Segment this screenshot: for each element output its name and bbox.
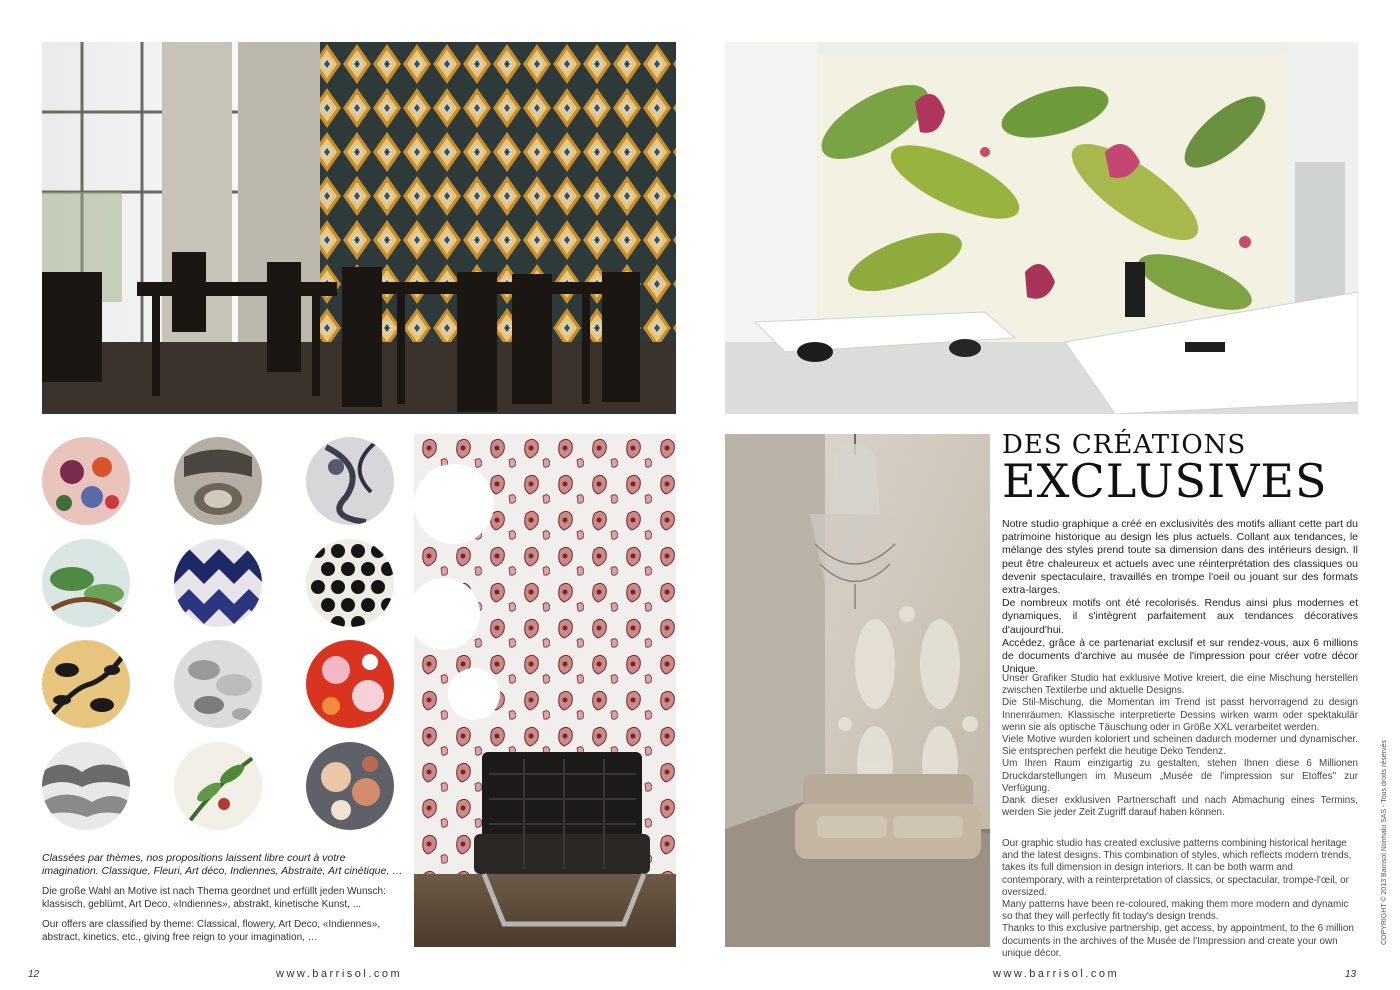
swatch-clouds-engraving	[42, 742, 130, 830]
german-text	[1002, 673, 1358, 819]
swatch-ikat-blue	[174, 539, 262, 627]
de-paragraph-4: Um Ihren Raum einzigartig zu gestalten, stehen Ihnen diese 6 Millionen Druckdarstellungen im Museum „Musée de l'impression sur Etoffes" zur Verfügung.	[1002, 758, 1358, 794]
themes-caption: Classées par thèmes, nos propositions laissent libre court à votre imagination. Classique, Fleuri, Art déco, Indiennes, Abstraite, Art cinétique, …	[42, 852, 403, 877]
chandelier-photo	[725, 434, 990, 947]
swatch-roses-grey	[306, 742, 394, 830]
english-text	[1002, 838, 1358, 960]
office-photo	[725, 42, 1358, 414]
paisley-wall-photo	[414, 434, 676, 947]
swatch-leaves-grey	[174, 640, 262, 728]
restaurant-photo	[42, 42, 676, 414]
title-line1: DES CRÉATIONS	[1002, 430, 1247, 460]
page-number-left: 12	[28, 969, 40, 980]
website-left: www.barrisol.com	[276, 968, 403, 980]
en-paragraph-3: Thanks to this exclusive partnership, get access, by appointment, to the 6 million documents in the archives of the Musée de l'Impression and create your own unique décor.	[1002, 923, 1354, 959]
french-text	[1002, 518, 1358, 676]
website-right: www.barrisol.com	[993, 968, 1120, 980]
copyright-notice: COPYRIGHT © 2013 Barrisol Normalu SAS - Tous droits réservés	[1381, 740, 1388, 945]
fr-paragraph-2: De nombreux motifs ont été recolorisés. Rendus ainsi plus modernes et dynamiques, il s'intègrent parfaitement aux tendances décoratives d'aujourd'hui.	[1002, 597, 1358, 636]
de-paragraph-1: Unser Grafiker Studio hat exklusive Motive kreiert, die eine Mischung herstellen zwischen Textilerbe und aktuelle Designs.	[1002, 673, 1358, 697]
swatch-bonsai-green	[42, 539, 130, 627]
de-paragraph-5: Dank dieser exklusiven Partnerschaft und nach Abmachung eines Termins, werden Sie jeder Zeit Zugriff darauf haben können.	[1002, 795, 1358, 819]
swatch-toile-grey	[174, 437, 262, 525]
themes-english: Our offers are classified by theme: Classical, flowery, Art Deco, «Indiennes», abstract, kinetics, etc., giving free reign to your imagination, …	[42, 919, 381, 943]
fr-paragraph-3: Accédez, grâce à ce partenariat exclusif et sur rendez-vous, aux 6 millions de documents d'archive au musée de l'impression pour créer votre décor Unique.	[1002, 636, 1358, 676]
swatch-floral-red	[306, 640, 394, 728]
de-paragraph-3: Viele Motive wurden koloriert und scheinen dadurch moderner und dynamischer. Sie entsprechen perfekt die heutige Deko Tendenz.	[1002, 734, 1358, 758]
swatch-dots-black	[306, 539, 394, 627]
themes-german: Die große Wahl an Motive ist nach Thema geordnet und erfüllt jeden Wunsch: klassisch, geblümt, Art Deco, «Indiennes», abstrakt, kinetische Kunst, ...	[42, 886, 386, 910]
en-paragraph-2: Many patterns have been re-coloured, making them more modern and dynamic so that they will perfectly fit today's design trends.	[1002, 899, 1349, 923]
swatch-vine-yellow	[42, 640, 130, 728]
fr-paragraph-1: Notre studio graphique a créé en exclusivités des motifs alliant cette part du patrimoine historique au design les plus actuels. Collant aux tendances, le mélange des styles prend toute sa dimension dans des intérieurs design. Il peut être chaleureux et actuels avec une réinterprétation des classiques ou devenir spectaculaire, travaillés en trompe l'oeil ou jouant sur des formats extra-larges.	[1002, 518, 1358, 597]
swatch-paisley-ink	[306, 437, 394, 525]
title-line2: EXCLUSIVES	[1002, 454, 1328, 508]
swatch-botanical-fern	[174, 742, 262, 830]
de-paragraph-2: Die Stil-Mischung, die Momentan im Trend ist passt hervorragend zu design Innenräumen. Klassische interpretierte Dessins wirken warm oder spektakulär wenn sie als optische Täuschung oder in Größe XXL verarbeitet werden.	[1002, 697, 1358, 733]
en-paragraph-1: Our graphic studio has created exclusive patterns combining historical heritage and the latest designs. This combination of styles, which reflects modern trends, takes its full dimension in design interiors. It can be both warm and contemporary, with a reinterpretation of classics, or spectacular, trompe-l'œil, or oversized.	[1002, 838, 1352, 898]
swatch-floral-pink	[42, 437, 130, 525]
page-number-right: 13	[1345, 969, 1357, 980]
